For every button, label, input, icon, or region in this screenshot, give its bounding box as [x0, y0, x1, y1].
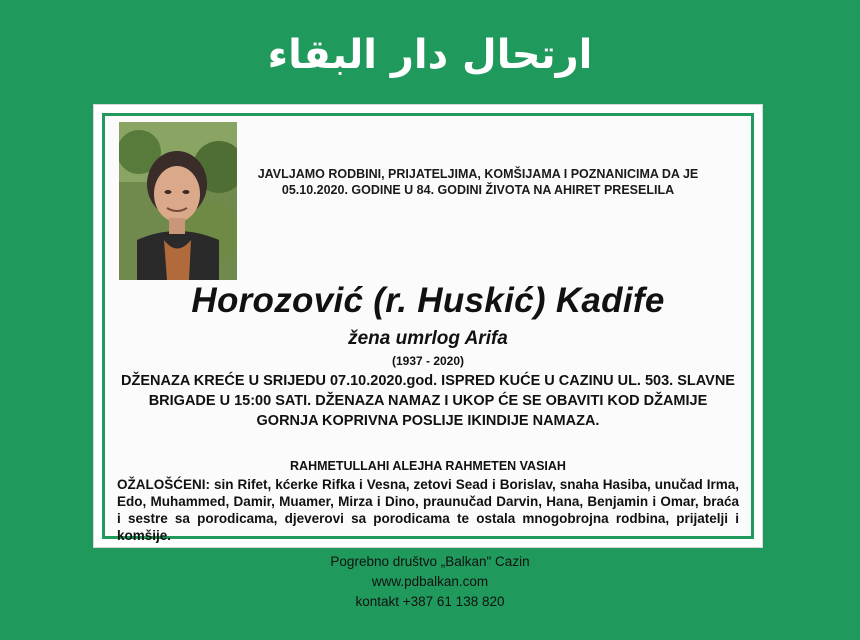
- portrait-photo: [119, 122, 237, 280]
- life-years: (1937 - 2020): [391, 354, 465, 368]
- deceased-relation: žena umrlog Arifa: [348, 328, 508, 349]
- mourners-list: OŽALOŠĆENI: sin Rifet, kćerke Rifka i Vesna, zetovi Sead i Borislav, snaha Hasiba, unučad Irma, Edo, Muhammed, Damir, Muamer, Mirza i Dino, praunučad Darvin, Hana, Benjamin i Omar, braća i sestre sa porodicama, djeverovi sa porodicama te ostala mnogobrojna rodbina, prijatelji i komšije.: [117, 477, 739, 543]
- funeral-company: Pogrebno društvo „Balkan" Cazin: [330, 554, 530, 569]
- company-website[interactable]: www.pdbalkan.com: [371, 574, 489, 589]
- portrait-image: [119, 122, 237, 280]
- obituary-card: [93, 104, 763, 548]
- funeral-details: DŽENAZA KREĆE U SRIJEDU 07.10.2020.god. ISPRED KUĆE U CAZINU UL. 503. SLAVNE BRIGADE U 15:00 SATI. DŽENAZA NAMAZ I UKOP ĆE SE OBAVITI KOD DŽAMIJE GORNJA KOPRIVNA POSLIJE IKINDIJE NAMAZA.: [121, 373, 735, 429]
- prayer-line: RAHMETULLAHI ALEJHA RAHMETEN VASIAH: [290, 459, 566, 473]
- footer: [0, 552, 860, 612]
- deceased-name: Horozović (r. Huskić) Kadife: [191, 281, 665, 320]
- calligraphy-text: ارتحال دار البقاء: [267, 32, 593, 78]
- arabic-calligraphy-heading: [0, 10, 860, 90]
- green-border-frame: [102, 113, 754, 543]
- announcement-text: JAVLJAMO RODBINI, PRIJATELJIMA, KOMŠIJAMA I POZNANICIMA DA JE 05.10.2020. GODINE U 84. GODINI ŽIVOTA NA AHIRET PRESELILA: [257, 167, 699, 197]
- company-contact: kontakt +387 61 138 820: [355, 594, 505, 609]
